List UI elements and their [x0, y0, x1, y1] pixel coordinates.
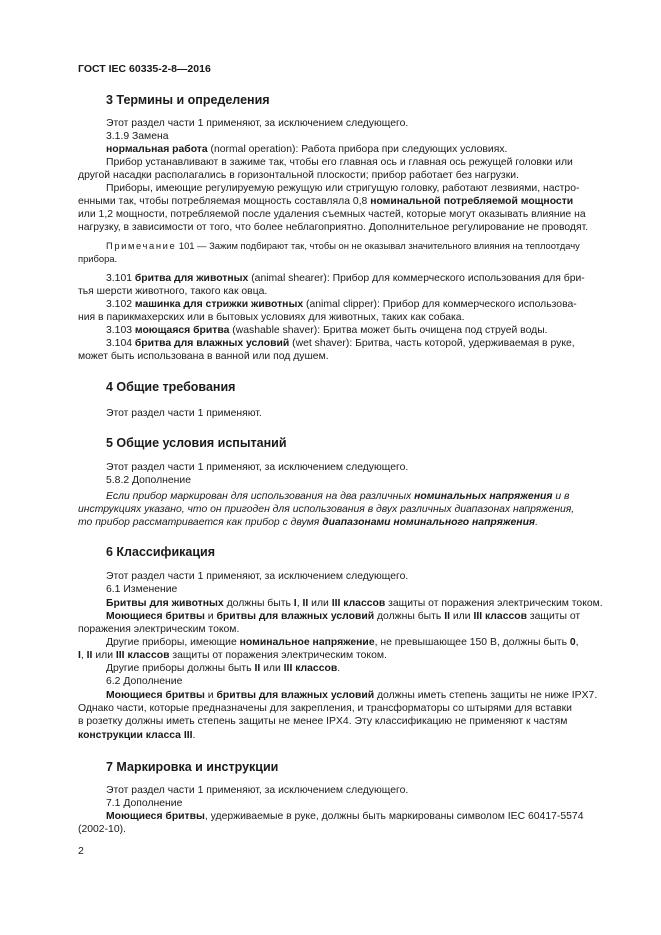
term: бритвы для влажных условий [216, 690, 375, 701]
term: конструкции класса III [78, 730, 193, 741]
note: прибора. [78, 253, 118, 264]
text: . [337, 663, 341, 674]
term: II [254, 663, 261, 674]
paragraph: или 1,2 мощности, потребляемой после удаления съемных частей, которые могут оказывать влияние на [78, 209, 586, 220]
term: бритва для влажных условий [134, 338, 290, 349]
text: (normal operation): Работа прибора при следующих условиях. [207, 144, 508, 155]
text: и [204, 611, 217, 622]
italic-paragraph: инструкциях указано, что он пригоден для использования в двух различных диапазонах напряжения, [78, 504, 575, 515]
term: бритвы для влажных условий [216, 611, 375, 622]
subclause-heading: 6.1 Изменение [106, 584, 178, 595]
term: номинальных напряжения [414, 491, 553, 502]
text: то прибор рассматривается как прибор с двумя [78, 517, 323, 528]
paragraph: Этот раздел части 1 применяют, за исключением следующего. [106, 571, 409, 582]
text: . [535, 517, 538, 528]
definition [106, 337, 575, 350]
text: енными так, чтобы потребляемая мощность составляла 0,8 [78, 196, 371, 207]
text: , не превышающее 150 В, должны быть [374, 637, 570, 648]
term: Моющиеся бритвы [106, 611, 205, 622]
paragraph: поражения электрическим током. [78, 624, 240, 635]
term: II [86, 650, 93, 661]
definition: тья шерсти животного, такого как овца. [78, 286, 268, 297]
subclause-heading: 3.1.9 Замена [106, 131, 169, 142]
text: защиты от поражения электрическим током. [169, 650, 387, 661]
definition [106, 272, 585, 285]
text: Другие приборы, имеющие [106, 637, 240, 648]
paragraph: Этот раздел части 1 применяют. [106, 408, 262, 419]
term: I [78, 650, 81, 661]
subclause-heading: 7.1 Дополнение [106, 798, 183, 809]
paragraph [106, 662, 340, 675]
section-6-title: 6 Классификация [106, 545, 216, 559]
paragraph [78, 649, 387, 662]
term: III классов [283, 663, 338, 674]
italic-paragraph [106, 490, 569, 503]
term: I [293, 598, 297, 609]
note [106, 239, 580, 252]
note-label: Примечание [106, 240, 177, 251]
text: должны быть [374, 611, 445, 622]
text: защиты от поражения электрическим током. [385, 598, 603, 609]
text: 101 — Зажим подбирают так, чтобы он не оказывал значительного влияния на теплоотдачу [176, 240, 580, 251]
term: Моющиеся бритвы [106, 690, 205, 701]
text: или [92, 650, 116, 661]
text: должны иметь степень защиты не ниже IPX7. [374, 690, 598, 701]
paragraph: Этот раздел части 1 применяют, за исключением следующего. [106, 118, 409, 129]
text: , [296, 598, 303, 609]
paragraph: другой насадки располагались в горизонтальной плоскости; прибор работает без нагрузки. [78, 170, 519, 181]
term: бритва для животных [134, 273, 249, 284]
paragraph: Этот раздел части 1 применяют, за исключением следующего. [106, 785, 409, 796]
term: Моющиеся бритвы [106, 811, 205, 822]
text: , удерживаемые в руке, должны быть маркированы символом IEC 60417-5574 [204, 811, 584, 822]
term: Бритвы для животных [106, 598, 224, 609]
paragraph [106, 610, 580, 623]
paragraph: (2002-10). [78, 824, 126, 835]
text: 3.104 [106, 338, 135, 349]
term: моющаяся бритва [134, 325, 230, 336]
text: (wet shaver): Бритва, часть которой, удерживаемая в руке, [289, 338, 575, 349]
subclause-heading: 5.8.2 Дополнение [106, 475, 192, 486]
paragraph [106, 597, 603, 610]
section-5-title: 5 Общие условия испытаний [106, 436, 287, 450]
paragraph: Однако части, которые предназначены для закрепления, и трансформаторы со штырями для вставки [78, 703, 572, 714]
paragraph [78, 195, 573, 208]
paragraph [106, 636, 579, 649]
text: (washable shaver): Бритва может быть очищена под струей воды. [229, 325, 548, 336]
paragraph: в розетку должны иметь степень защиты не менее IPX4. Эту классификацию не применяют к частям [78, 716, 568, 727]
text: . [192, 730, 196, 741]
term: II [302, 598, 309, 609]
term: II [444, 611, 450, 622]
paragraph: Прибор устанавливают в зажиме так, чтобы его главная ось и главная ось режущей головки или [106, 157, 573, 168]
text: (animal shearer): Прибор для коммерческого использования для бри- [248, 273, 585, 284]
term: нормальная работа [106, 144, 208, 155]
text: 3.103 [106, 325, 135, 336]
term: номинальное напряжение [239, 637, 375, 648]
paragraph: Этот раздел части 1 применяют, за исключением следующего. [106, 462, 409, 473]
text: (animal clipper): Прибор для коммерческого использова- [303, 299, 577, 310]
section-7-title: 7 Маркировка и инструкции [106, 760, 279, 774]
document-header: ГОСТ IEC 60335-2-8—2016 [78, 63, 211, 75]
text: или [260, 663, 284, 674]
italic-paragraph [78, 516, 538, 529]
text: 3.101 [106, 273, 135, 284]
definition: может быть использована в ванной или под душем. [78, 351, 329, 362]
term: машинка для стрижки животных [134, 299, 304, 310]
text: защиты от [526, 611, 581, 622]
section-4-title: 4 Общие требования [106, 380, 236, 394]
term: номинальной потребляемой мощности [370, 196, 574, 207]
text: должны быть [223, 598, 294, 609]
text: Другие приборы должны быть [106, 663, 255, 674]
text: или [308, 598, 332, 609]
definition: ния в парикмахерских или в бытовых условиях для животных, таких как собака. [78, 312, 465, 323]
text: или [449, 611, 474, 622]
text: , [80, 650, 87, 661]
term: III классов [115, 650, 170, 661]
term: 0 [569, 637, 576, 648]
text: и [204, 690, 217, 701]
text: Если прибор маркирован для использования на два различных [106, 491, 415, 502]
text: , [575, 637, 579, 648]
term: диапазонами номинального напряжения [322, 517, 536, 528]
paragraph: Приборы, имеющие регулируемую режущую или стригущую головку, работают лезвиями, настро- [106, 183, 580, 194]
section-3-title: 3 Термины и определения [106, 93, 270, 107]
paragraph [106, 689, 597, 702]
text: 3.102 [106, 299, 135, 310]
definition [106, 298, 577, 311]
paragraph [78, 729, 195, 742]
term: III классов [331, 598, 386, 609]
paragraph: нагрузку, в зависимости от того, что более неблагоприятно. Дополнительное регулирование не проводят. [78, 222, 589, 233]
text: и в [552, 491, 570, 502]
subclause-heading: 6.2 Дополнение [106, 676, 183, 687]
page-number: 2 [78, 845, 84, 857]
definition [106, 324, 548, 337]
paragraph [106, 143, 507, 156]
paragraph [106, 810, 583, 823]
term: III классов [473, 611, 527, 622]
